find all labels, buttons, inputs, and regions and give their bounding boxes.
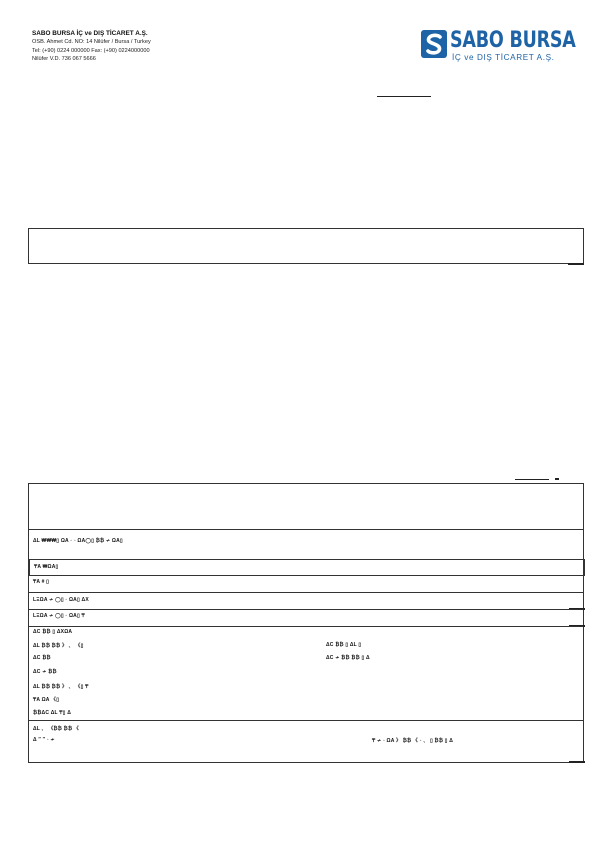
form-divider (29, 720, 583, 721)
form-divider (29, 609, 583, 610)
block-a-line-1: ΔC ₿₿ ▯ ΔXΩA (33, 629, 73, 635)
form-row-2: ₸A ₩ΩA▯ (34, 564, 59, 570)
form-row-1: ΔL ₩₩₩▯ ΩA ◦ ◦ ΩA◯▯ ₿₿ ≁ ΩA▯ (33, 538, 123, 544)
box-tick (568, 263, 584, 265)
form-row-box-2 (29, 559, 585, 576)
logo-subtitle: İÇ ve DIŞ TİCARET A.Ş. (452, 53, 555, 62)
logo-title: SABO BURSA (450, 27, 576, 53)
block-a-right-1: ΔC ₿₿ ▯ ΔL ▯ (326, 642, 362, 648)
form-divider (29, 529, 583, 530)
company-logo (421, 27, 576, 67)
row-tick (569, 761, 585, 763)
form-divider (29, 626, 583, 627)
block-b-right: ₸ ≁ ◦ ΩA 》 ₿₿ 《 ◦ 、 ▯ ₿₿ ▯ Δ (372, 738, 454, 744)
company-tax: Nilüfer V.D. 736 067 5666 (32, 56, 96, 63)
form-top-rule (515, 479, 549, 480)
logo-s-icon (421, 30, 447, 58)
empty-field-box (28, 228, 584, 264)
form-row-3: ₸A # ▯ (33, 579, 50, 585)
company-address: OSB. Ahmet Cd. NO: 14 Nilüfer / Bursa / Turkey (32, 39, 151, 45)
company-info (32, 29, 232, 64)
block-a-right-2: ΔC ≁ ₿₿ ₿₿ ▯ Δ (326, 655, 370, 661)
block-a-line-3: ΔC ₿₿ (33, 655, 51, 661)
block-a-line-6: ₸A ΩA 《▯ (33, 697, 60, 703)
company-phone: Tel: (+90) 0224 000000 Fax: (+90) 0224000000 (32, 47, 150, 54)
block-a-line-5: ΔL ₿₿ ₿₿ 》 、 《▯ ₸ (33, 684, 89, 690)
form-row-4: LΞΩA ≁ ◯▯ ◦ ΩA▯ ΔX (33, 597, 89, 603)
form-rule-tick (555, 478, 559, 480)
block-b-line-2: Δ ″ ″ ◦ ≁ (33, 737, 55, 743)
block-b-line-1: ΔL 、 《₿₿ ₿₿ 《 (33, 726, 80, 732)
company-name: SABO BURSA İÇ ve DIŞ TİCARET A.Ş. (32, 30, 148, 37)
block-a-line-2: ΔL ₿₿ ₿₿ 》 、 《▯ (33, 643, 84, 649)
form-row-5: LΞΩA ≁ ◯▯ ◦ ΩA▯ ₸ (33, 613, 85, 619)
form-divider (29, 592, 583, 593)
details-form (28, 483, 584, 763)
block-a-line-4: ΔC ≁ ₿₿ (33, 669, 57, 675)
form-divider (29, 575, 583, 576)
top-signature-rule (377, 96, 431, 97)
block-a-line-7: ₿₿ΔC ΔL ₸▯ Δ (33, 710, 72, 716)
